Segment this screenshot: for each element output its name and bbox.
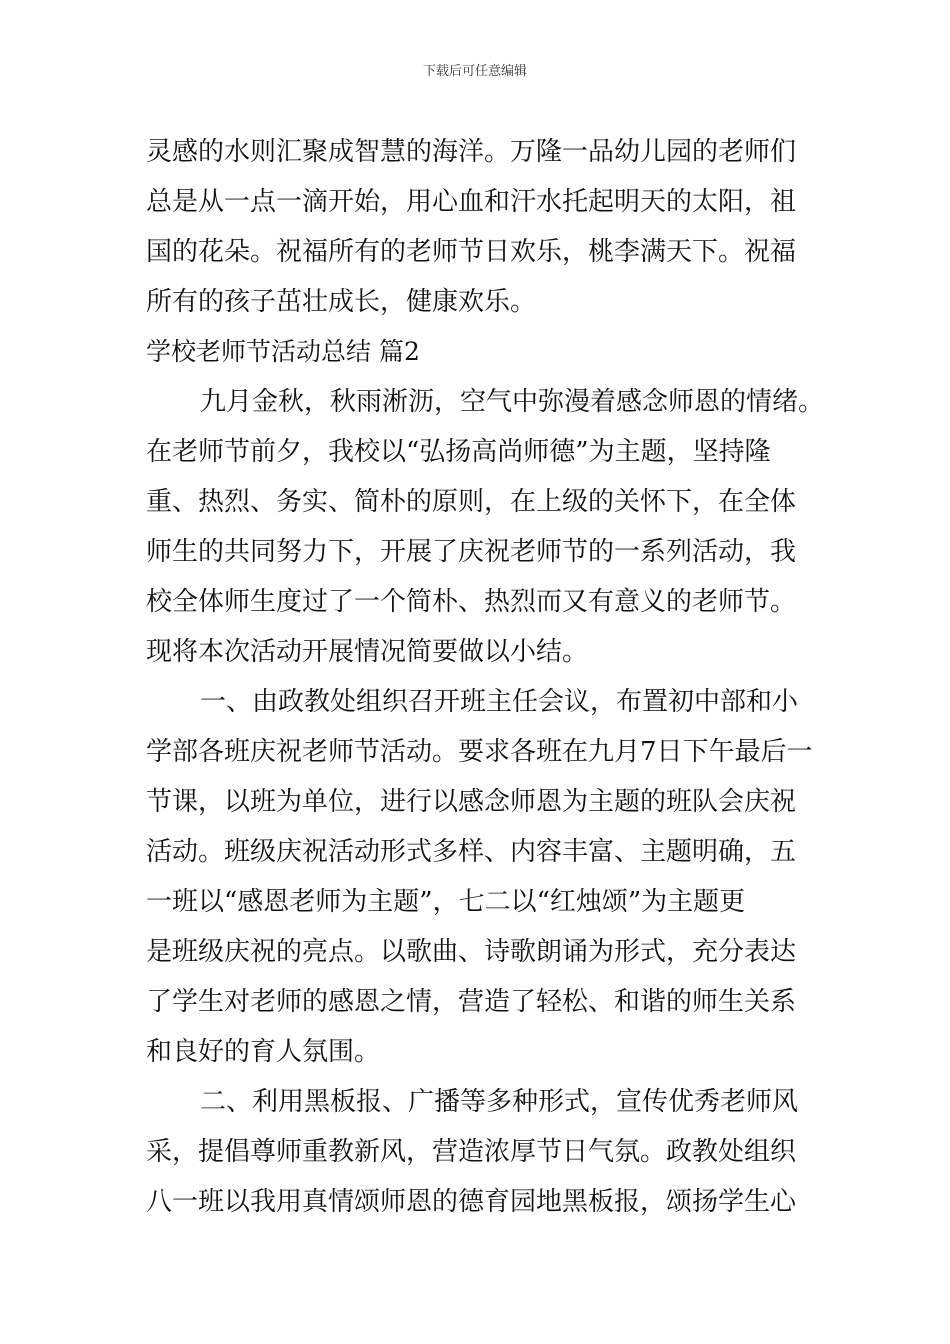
text-line: 在老师节前夕，我校以“弘扬高尚师德”为主题，坚持隆 (146, 437, 771, 467)
text-line: 采，提倡尊师重教新风，营造浓厚节日气氛。政教处组织 (146, 1137, 797, 1167)
text-line: 学部各班庆祝老师节活动。要求各班在九月7日下午最后一 (146, 737, 813, 767)
text-line: 总是从一点一滴开始，用心血和汗水托起明天的太阳，祖 (146, 187, 797, 217)
text-line: 活动。班级庆祝活动形式多样、内容丰富、主题明确，五 (146, 837, 797, 867)
text-line: 师生的共同努力下，开展了庆祝老师节的一系列活动，我 (146, 537, 797, 567)
section-heading: 学校老师节活动总结 篇2 (146, 337, 420, 366)
page-header: 下载后可任意编辑 (422, 64, 527, 79)
text-line: 一班以“感恩老师为主题”，七二以“红烛颂”为主题更 (146, 887, 746, 917)
text-line: 了学生对老师的感恩之情，营造了轻松、和谐的师生关系 (146, 987, 797, 1017)
text-line: 所有的孩子茁壮成长，健康欢乐。 (146, 287, 537, 317)
text-line: 国的花朵。祝福所有的老师节日欢乐，桃李满天下。祝福 (146, 237, 797, 267)
text-line: 现将本次活动开展情况简要做以小结。 (146, 637, 589, 667)
text-line: 灵感的水则汇聚成智慧的海洋。万隆一品幼儿园的老师们 (146, 137, 797, 167)
paragraph-first-line: 二、利用黑板报、广播等多种形式，宣传优秀老师风 (200, 1087, 799, 1117)
text-line: 八一班以我用真情颂师恩的德育园地黑板报，颂扬学生心 (146, 1187, 797, 1217)
text-line: 是班级庆祝的亮点。以歌曲、诗歌朗诵为形式，充分表达 (146, 937, 797, 967)
text-line: 和良好的育人氛围。 (146, 1037, 381, 1067)
paragraph-first-line: 一、由政教处组织召开班主任会议，布置初中部和小 (200, 687, 799, 717)
document-body (146, 127, 836, 1227)
paragraph-first-line: 九月金秋，秋雨淅沥，空气中弥漫着感念师恩的情绪。 (200, 387, 825, 417)
text-line: 校全体师生度过了一个简朴、热烈而又有意义的老师节。 (146, 587, 797, 617)
text-line: 重、热烈、务实、简朴的原则，在上级的关怀下，在全体 (146, 487, 797, 517)
text-line: 节课，以班为单位，进行以感念师恩为主题的班队会庆祝 (146, 787, 797, 817)
